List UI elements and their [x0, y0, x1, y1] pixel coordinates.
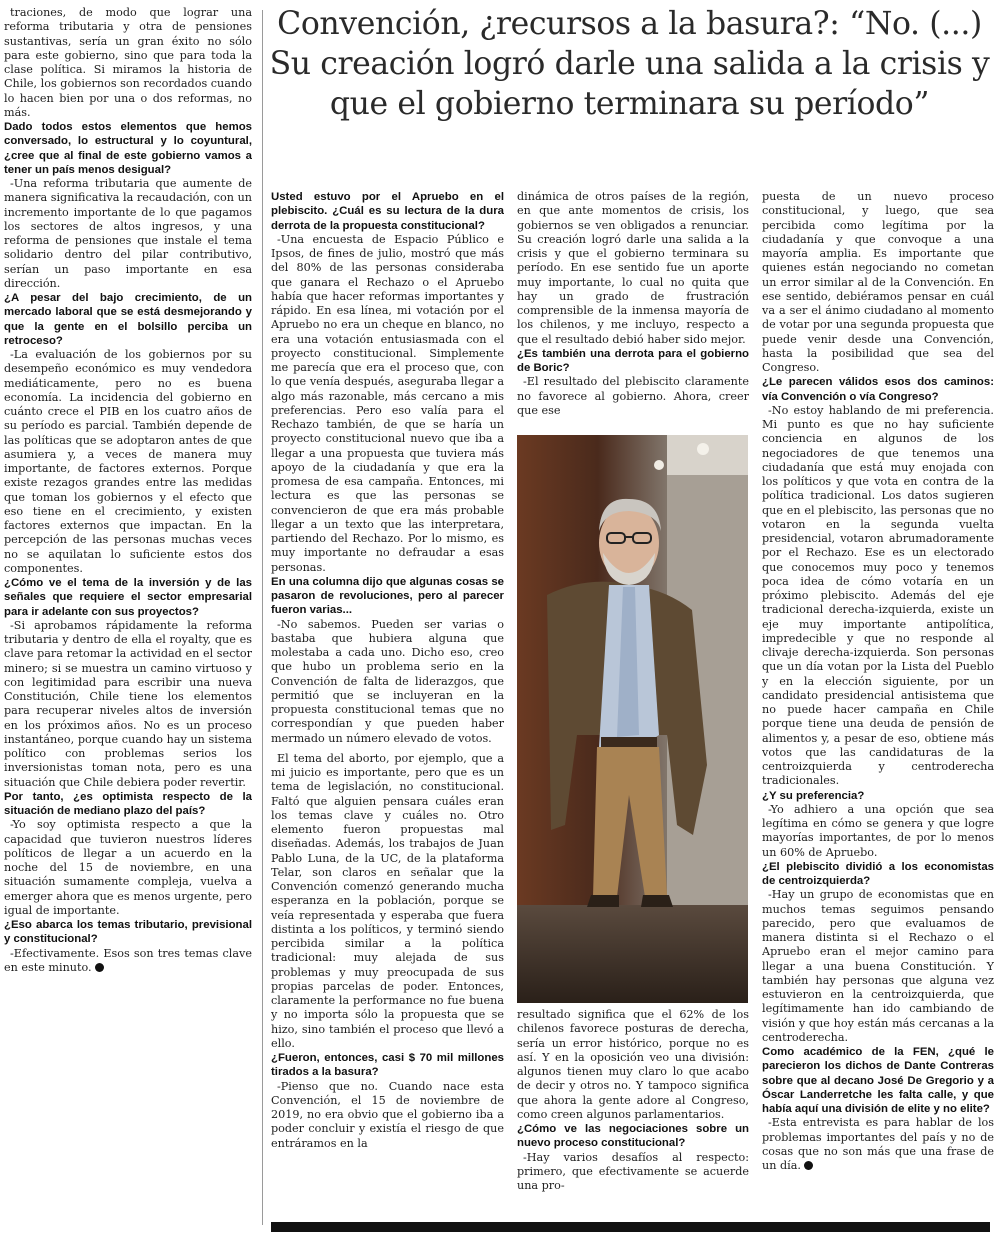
portrait-illustration: [517, 435, 748, 1003]
article-column-4: [762, 190, 994, 1225]
interview-question: ¿Le parecen válidos esos dos caminos: vía Convención o vía Congreso?: [762, 376, 994, 403]
end-mark-icon: [95, 963, 104, 972]
interview-answer: -No sabemos. Pueden ser varias o bastaba que hubiera alguna que molestaba a cada uno. Dicho eso, creo que hubo un problema serio en la Convención de falta de liderazgos, que permitió que se incluyeran en la propuesta constitucional temas que no correspondían y que pueden haber mermado un número elevado de votos.: [271, 617, 504, 745]
interview-question: ¿Es también una derrota para el gobierno de Boric?: [517, 347, 749, 374]
interview-answer: -Una encuesta de Espacio Público e Ipsos, de fines de julio, mostró que más del 80% de las personas consideraba que ganara el Rechazo o el Apruebo había que hacer reformas importantes y rápido. En esa línea, mi votación por el Apruebo no era un cheque en blanco, no era una votación entusiasmada con el proyecto constitucional. Simplemente me parecía que era el proceso que, con lo que venía después, aseguraba llegar a algo más razonable, más cercano a mis preferencias. Pero eso valía para el Rechazo también, de que se haría un proyecto constitucional nuevo que iba a llegar a una propuesta que tuviera más apoyo de la ciudadanía y que era la promesa de esa campaña. Entonces, mi lectura es que las personas se convencieron de que era más probable llegar a un texto que las interpretara, partiendo del Rechazo. Por lo mismo, es muy importante no defraudar a esas personas.: [271, 232, 504, 574]
interview-answer: -Yo adhiero a una opción que sea legítima en cómo se genera y que logre mayorías importantes, de por lo menos un 60% de Apruebo.: [762, 802, 994, 859]
interview-answer: -Yo soy optimista respecto a que la capacidad que tuvieron nuestros líderes políticos de llegar a un acuerdo en la noche del 15 de noviembre, en una situación sumamente compleja, vuelva a emerger ahora que es menos urgente, pero igual de importante.: [4, 818, 252, 917]
interview-answer: -Hay varios desafíos al respecto: primero, que efectivamente se acuerde una pro-: [517, 1150, 749, 1192]
interview-question: Como académico de la FEN, ¿qué le parecieron los dichos de Dante Contreras sobre que al decano José De Gregorio y a Óscar Landerretche les falta calle, y que había aquí una división de elite y no elite?: [762, 1046, 994, 1115]
interview-answer: -El resultado del plebiscito claramente no favorece al gobierno. Ahora, creer que ese: [517, 375, 749, 417]
interview-question: Por tanto, ¿es optimista respecto de la situación de mediano plazo del país?: [4, 790, 252, 817]
interview-answer: -Efectivamente. Esos son tres temas clave en este minuto.: [4, 946, 252, 974]
interview-answer: -Pienso que no. Cuando nace esta Convención, el 15 de noviembre de 2019, no era obvio que el gobierno iba a poder concluir y existía el riesgo de que entráramos en la: [271, 1079, 504, 1150]
interview-answer: -Una reforma tributaria que aumente de manera significativa la recaudación, con un incremento importante de lo que pagamos los sectores de altos ingresos, y una reforma de pensiones que instale el tema solidario dentro del pilar contributivo, serían un paso importante en esa dirección.: [4, 177, 252, 290]
interview-question: ¿Cómo ve las negociaciones sobre un nuevo proceso constitucional?: [517, 1123, 749, 1150]
interview-answer: -Si aprobamos rápidamente la reforma tributaria y dentro de ella el royalty, que es clave para retomar la actividad en el sector minero; si se muestra un camino virtuoso y con legitimidad para escribir una nueva Constitución, Chile tiene los elementos para recuperar niveles altos de inversión en los próximos años. No es un proceso instantáneo, porque cuando hay un sistema político con problemas serios los inversionistas toman nota, pero es una situación que Chile debiera poder revertir.: [4, 618, 252, 789]
bottom-rule: [271, 1222, 990, 1232]
interview-question: ¿Cómo ve el tema de la inversión y de las señales que requiere el sector empresarial para ir adelante con sus proyectos?: [4, 577, 252, 618]
interview-answer: El tema del aborto, por ejemplo, que a mi juicio es importante, pero que es un tema de legislación, no constitucional. Faltó que alguien pensara cuáles eran los temas clave y cuáles no. Otro elemento fueron propuestas mal diseñadas. Además, los trabajos de Juan Pablo Luna, de la UC, de la plataforma Telar, son claros en señalar que la Convención comenzó generando mucha esperanza en la población, porque se veía representada y esperaba que fuera distinta a los políticos, y terminó siendo percibida similar a la política tradicional: muy alejada de sus problemas y muy preocupada de sus propias parcelas de poder. Entonces, claramente la performance no fue buena y no importa sólo la propuesta que se hizo, sino también el proceso que llevó a ello.: [271, 751, 504, 1050]
interview-question: ¿El plebiscito dividió a los economistas de centroizquierda?: [762, 860, 994, 887]
interview-question: ¿Y su preferencia?: [762, 789, 865, 802]
end-mark-icon: [804, 1161, 813, 1170]
article-column-1: [4, 6, 252, 1231]
article-column-3: [517, 190, 749, 430]
interview-question: ¿Eso abarca los temas tributario, previsional y constitucional?: [4, 919, 252, 946]
interview-answer: -La evaluación de los gobiernos por su desempeño económico es muy vendedora mediáticamente, pero no es buena economía. La incidencia del gobierno en cuánto crece el PIB en los cuatro años de su período es parcial. También depende de las políticas que se adoptaron antes de que asumiera y, a veces de manera muy importante, de factores externos. Porque existe rezagos grandes entre las medidas que toman los gobiernos y el efecto que eso tiene en el crecimiento, y existen factores externos que impactan. En la percepción de las personas muchas veces no se aquilatan lo suficiente estos dos componentes.: [4, 348, 252, 575]
interview-question: ¿A pesar del bajo crecimiento, de un mercado laboral que se está desmejorando y que la gente en el bolsillo perciba un retroceso?: [4, 292, 252, 347]
interview-answer: traciones, de modo que lograr una reforma tributaria y otra de pensiones sustantivas, sería un gran éxito no sólo para este gobierno, sino que para toda la clase política. Si miramos la historia de Chile, los gobiernos son recordados cuando lo hacen bien por una o dos reformas, no más.: [4, 6, 252, 119]
portrait-photo: [517, 435, 748, 1003]
interview-question: Usted estuvo por el Apruebo en el plebiscito. ¿Cuál es su lectura de la dura derrota de la propuesta constitucional?: [271, 191, 504, 232]
interview-question: En una columna dijo que algunas cosas se pasaron de revoluciones, pero al parecer fueron varias...: [271, 575, 504, 617]
headline: Convención, ¿recursos a la basura?: “No. (...) Su creación logró darle una salida a la crisis y que el gobierno terminara su período”: [269, 6, 990, 122]
interview-answer: -Esta entrevista es para hablar de los problemas importantes del país y no de cosas que no son más que una frase de un día.: [762, 1116, 994, 1172]
interview-question: Dado todos estos elementos que hemos conversado, lo estructural y lo coyuntural, ¿cree que al final de este gobierno vamos a tener un país menos desigual?: [4, 121, 252, 176]
interview-answer: resultado significa que el 62% de los chilenos favorece posturas de derecha, sería un error histórico, porque no es así. Y en la oposición veo una división: algunos tienen muy claro lo que acabo de decir y otros no. Y tampoco significa que ahora la gente adore al Congreso, como creen algunos parlamentarios.: [517, 1008, 749, 1121]
interview-answer: -No estoy hablando de mi preferencia. Mi punto es que no hay suficiente conciencia en algunos de los negociadores de que tenemos una ciudadanía que está muy enojada con los políticos y que vota en contra de la política tradicional. Los datos sugieren que en el plebiscito, las personas que no votaron en la segunda vuelta presidencial, votaron abrumadoramente por el Rechazo. Ese es un electorado que conocemos muy poco y tenemos poca idea de cómo votaría en un próximo plebiscito. Además del eje tradicional derecha-izquierda, existe un eje muy importante antipolítica, impredecible y que no responde al clivaje derecha-izquierda. Son personas que un día votan por la Lista del Pueblo y en la elección siguiente, por un candidato presidencial antisistema que no puede hacer campaña en Chile porque tiene una deuda de pensión de alimentos y, a pesar de eso, obtiene más votos que las candidaturas de la centroizquierda y centroderecha tradicionales.: [762, 403, 994, 788]
article-column-3b: [517, 1008, 749, 1208]
interview-answer: dinámica de otros países de la región, en que ante momentos de crisis, los gobiernos se ven obligados a renunciar. Su creación logró darle una salida a la crisis y que el gobierno terminara su período. En ese sentido fue un aporte muy importante, lo cual no quita que hay un grado de frustración comprensible de la inmensa mayoría de los chilenos, y me incluyo, respecto a que el resultado debió haber sido mejor.: [517, 190, 749, 346]
interview-answer: puesta de un nuevo proceso constitucional, y luego, que sea percibida como legítima por la ciudadanía y que convoque a una mayoría amplia. Es importante que quienes están negociando no cometan un error similar al de la Convención. En ese sentido, debiéramos pensar en cuál va a ser el ánimo ciudadano al momento de votar por una segunda propuesta que puede venir desde una Convención, hasta la posibilidad que sea del Congreso.: [762, 190, 994, 374]
interview-answer: -Hay un grupo de economistas que en muchos temas seguimos pensando parecido, pero que evaluamos de manera distinta si el Rechazo o el Apruebo eran el mejor camino para llegar a una buena Constitución. Y también hay personas que alguna vez estuvieron en la centroizquierda, que legítimamente han ido cambiando de visión y que hoy están más cercanas a la centroderecha.: [762, 888, 994, 1044]
column-divider: [262, 10, 263, 1225]
interview-question: ¿Fueron, entonces, casi $ 70 mil millones tirados a la basura?: [271, 1052, 504, 1079]
article-column-2: [271, 190, 504, 1225]
